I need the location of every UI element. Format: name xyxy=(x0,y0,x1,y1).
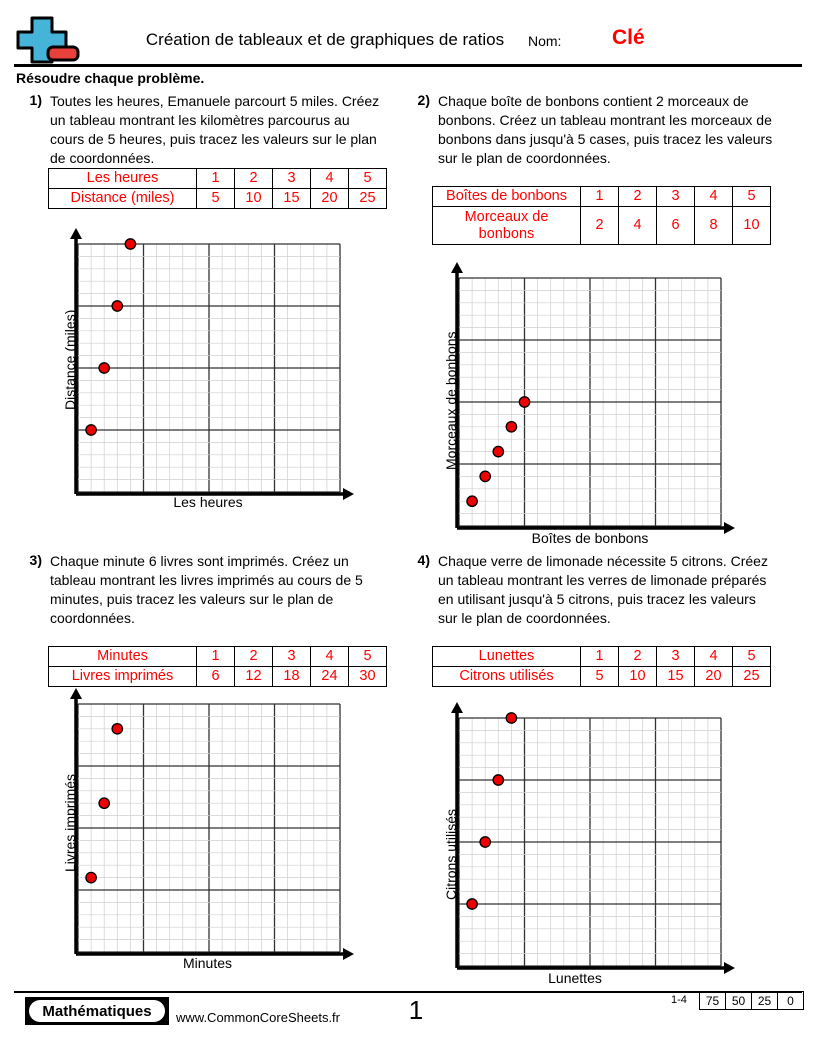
problem-1-number: 1) xyxy=(29,92,42,108)
problem-1-plot xyxy=(60,218,360,508)
cell: 4 xyxy=(311,647,349,667)
plus-minus-logo-icon xyxy=(14,14,80,66)
cell: 2 xyxy=(235,169,273,189)
problem-2-number: 2) xyxy=(417,92,430,108)
cell: 6 xyxy=(657,207,695,245)
cell: 2 xyxy=(619,647,657,667)
table-row xyxy=(433,187,771,207)
problem-1-graph xyxy=(60,218,360,508)
problem-2-table xyxy=(432,186,771,245)
table-row xyxy=(49,189,387,209)
cell: 3 xyxy=(657,187,695,207)
problem-4-xaxis-label: Lunettes xyxy=(548,970,602,986)
subject-badge-label: Mathématiques xyxy=(29,1000,165,1022)
row-label: Les heures xyxy=(49,169,197,189)
cell: 5 xyxy=(581,667,619,687)
row-label: Citrons utilisés xyxy=(433,667,581,687)
problem-3-number: 3) xyxy=(29,552,42,568)
table-row xyxy=(49,169,387,189)
table-row xyxy=(433,207,771,245)
cell: 25 xyxy=(733,667,771,687)
score-box: 0 xyxy=(777,991,804,1010)
cell: 2 xyxy=(619,187,657,207)
score-range-label: 1-4 xyxy=(671,994,687,1006)
score-boxes xyxy=(700,991,804,1010)
cell: 4 xyxy=(695,647,733,667)
row-label: Livres imprimés xyxy=(49,667,197,687)
header-divider xyxy=(14,64,802,67)
cell: 1 xyxy=(581,187,619,207)
score-box: 75 xyxy=(699,991,726,1010)
cell: 4 xyxy=(619,207,657,245)
cell: 3 xyxy=(273,647,311,667)
problem-2-yaxis-label: Morceaux de bonbons xyxy=(443,331,459,470)
problem-4-text: Chaque verre de limonade nécessite 5 citrons. Créez un tableau montrant les verres de limonade préparés en utilisant jusqu'à 5 citrons, puis tracez les valeurs sur le plan de coordonnées. xyxy=(438,553,768,626)
row-label: Boîtes de bonbons xyxy=(433,187,581,207)
cell: 6 xyxy=(197,667,235,687)
problem-3-text: Chaque minute 6 livres sont imprimés. Créez un tableau montrant les livres imprimés au cours de 5 minutes, puis tracez les valeurs sur le plan de coordonnées. xyxy=(50,553,363,626)
cell: 10 xyxy=(619,667,657,687)
table-row xyxy=(433,667,771,687)
cell: 10 xyxy=(235,189,273,209)
problem-1-table xyxy=(48,168,387,209)
problem-4-table xyxy=(432,646,771,687)
problem-2-graph xyxy=(441,252,741,542)
cell: 12 xyxy=(235,667,273,687)
cell: 1 xyxy=(581,647,619,667)
cell: 18 xyxy=(273,667,311,687)
page-number: 1 xyxy=(408,995,424,1025)
problem-2-text: Chaque boîte de bonbons contient 2 morceaux de bonbons. Créez un tableau montrant les morceaux de bonbons dans jusqu'à 5 cases, puis tracez les valeurs sur le plan de coordonnées. xyxy=(438,93,773,166)
problem-3-xaxis-label: Minutes xyxy=(182,955,233,971)
problem-4-number: 4) xyxy=(417,552,430,568)
table-row xyxy=(433,647,771,667)
instructions-text: Résoudre chaque problème. xyxy=(16,70,205,86)
score-box: 25 xyxy=(751,991,778,1010)
cell: 2 xyxy=(235,647,273,667)
cell: 15 xyxy=(273,189,311,209)
cell: 5 xyxy=(349,647,387,667)
cell: 30 xyxy=(349,667,387,687)
cell: 4 xyxy=(311,169,349,189)
name-value: Clé xyxy=(612,26,645,49)
row-label: Distance (miles) xyxy=(49,189,197,209)
problem-3-graph xyxy=(60,678,360,968)
row-label: Minutes xyxy=(49,647,197,667)
table-row xyxy=(49,647,387,667)
page-header xyxy=(0,0,816,70)
name-label: Nom: xyxy=(528,33,562,49)
problem-3-plot xyxy=(60,678,360,968)
subject-badge xyxy=(25,997,169,1025)
cell: 3 xyxy=(273,169,311,189)
problem-4-plot xyxy=(441,692,741,982)
cell: 24 xyxy=(311,667,349,687)
cell: 5 xyxy=(197,189,235,209)
cell: 8 xyxy=(695,207,733,245)
cell: 15 xyxy=(657,667,695,687)
problem-2-plot xyxy=(441,252,741,542)
cell: 4 xyxy=(695,187,733,207)
problem-4-yaxis-label: Citrons utilisés xyxy=(443,808,459,900)
cell: 20 xyxy=(695,667,733,687)
cell: 3 xyxy=(657,647,695,667)
row-label: Morceaux de bonbons xyxy=(433,207,581,245)
problem-2-xaxis-label: Boîtes de bonbons xyxy=(531,530,649,546)
problem-1-xaxis-label: Les heures xyxy=(173,494,243,510)
problem-1-text: Toutes les heures, Emanuele parcourt 5 miles. Créez un tableau montrant les kilomètres parcourus au cours de 5 heures, puis tracez les valeurs sur le plan de coordonnées. xyxy=(50,93,380,166)
cell: 5 xyxy=(733,647,771,667)
cell: 5 xyxy=(733,187,771,207)
cell: 20 xyxy=(311,189,349,209)
cell: 1 xyxy=(197,169,235,189)
cell: 5 xyxy=(349,169,387,189)
site-url: www.CommonCoreSheets.fr xyxy=(176,1010,340,1025)
cell: 25 xyxy=(349,189,387,209)
cell: 1 xyxy=(197,647,235,667)
problem-1-yaxis-label: Distance (miles) xyxy=(62,309,78,410)
cell: 10 xyxy=(733,207,771,245)
problem-3-yaxis-label: Livres imprimés xyxy=(62,773,78,872)
problem-4-graph xyxy=(441,692,741,982)
row-label: Lunettes xyxy=(433,647,581,667)
footer-divider xyxy=(14,991,802,993)
score-box: 50 xyxy=(725,991,752,1010)
page-title: Création de tableaux et de graphiques de ratios xyxy=(145,30,505,49)
cell: 2 xyxy=(581,207,619,245)
